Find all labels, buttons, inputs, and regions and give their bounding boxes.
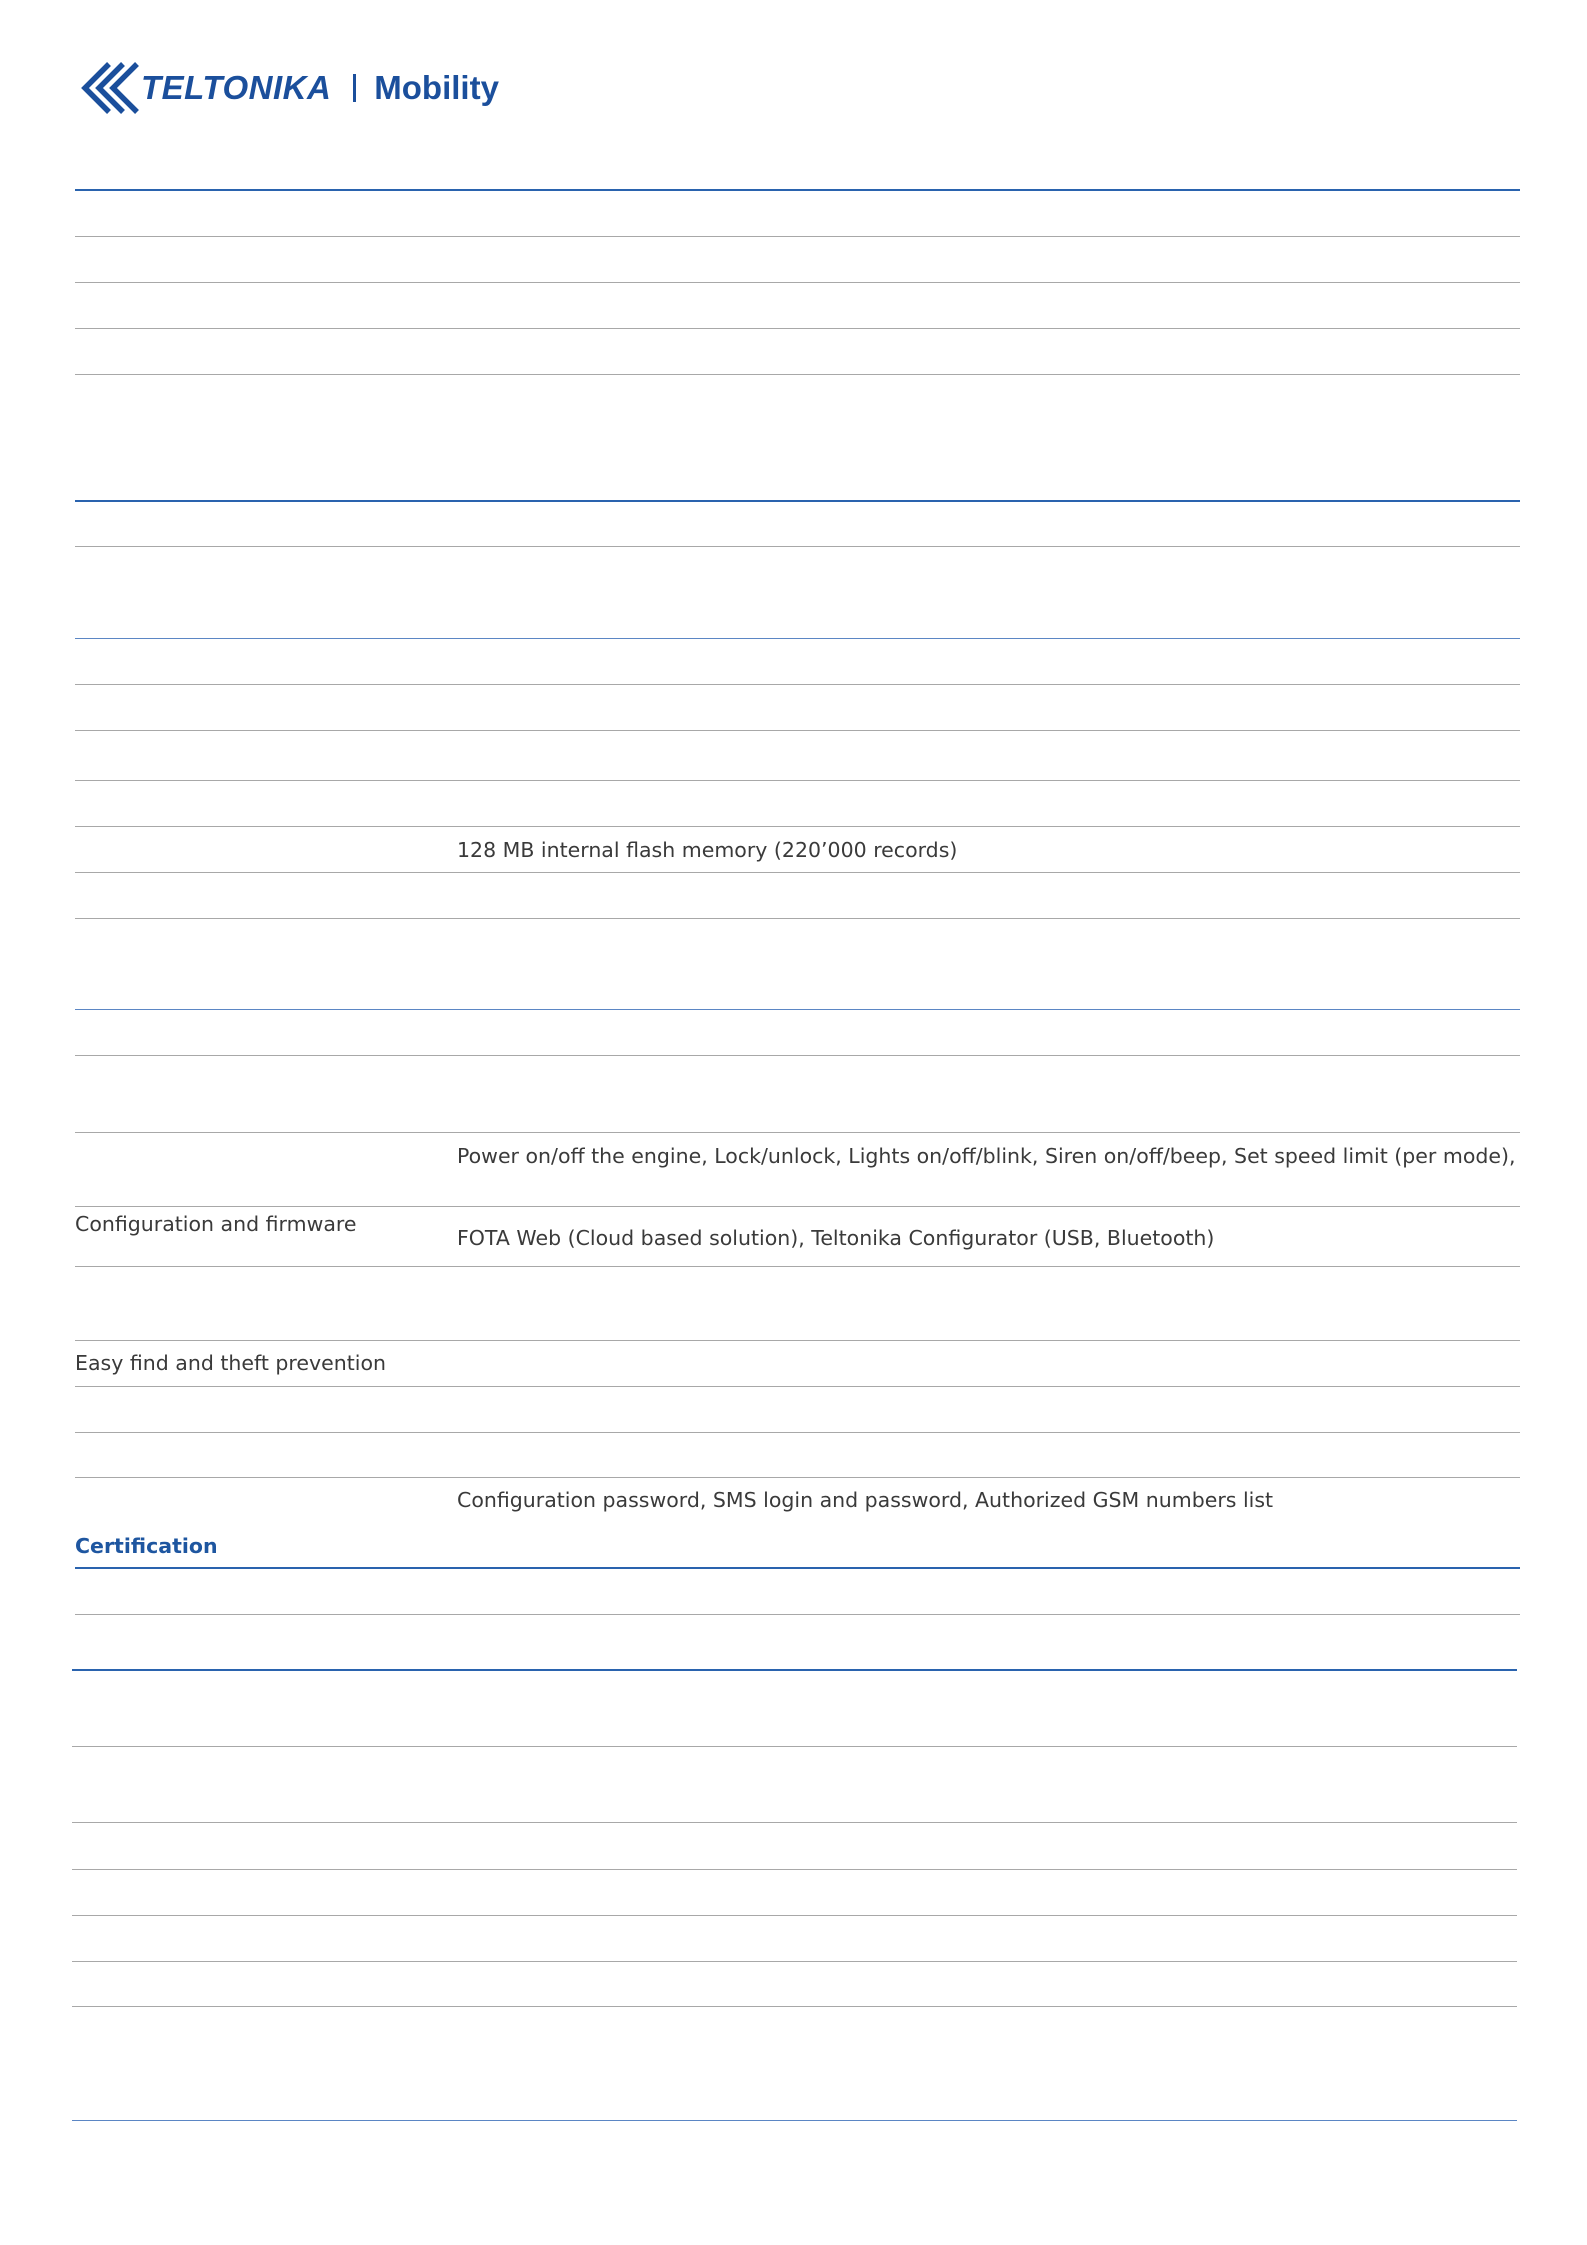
section-rule: [75, 1009, 1520, 1010]
logo-wordmark: TELTONIKA: [141, 69, 332, 106]
row-divider: [75, 1477, 1520, 1478]
row-divider: [75, 780, 1520, 781]
row-divider: [75, 1266, 1520, 1267]
security-value: Configuration password, SMS login and password, Authorized GSM numbers list: [457, 1488, 1274, 1512]
logo-division-name: Mobility: [374, 69, 499, 106]
row-divider: [72, 1746, 1517, 1747]
row-divider: [75, 1432, 1520, 1433]
section-rule: [75, 1567, 1520, 1569]
section-rule: [75, 189, 1520, 191]
row-divider: [75, 918, 1520, 919]
certification-heading: Certification: [75, 1534, 218, 1558]
logo-divider: [353, 74, 356, 102]
row-divider: [72, 1915, 1517, 1916]
row-divider: [75, 236, 1520, 237]
row-divider: [72, 2006, 1517, 2007]
row-divider: [72, 1961, 1517, 1962]
row-divider: [72, 1822, 1517, 1823]
row-divider: [75, 730, 1520, 731]
row-divider: [75, 1386, 1520, 1387]
section-rule: [72, 2120, 1517, 2121]
section-rule: [75, 638, 1520, 639]
row-divider: [75, 374, 1520, 375]
row-divider: [75, 1055, 1520, 1056]
brand-logo: [75, 58, 499, 118]
remote-commands-value: Power on/off the engine, Lock/unlock, Lights on/off/blink, Siren on/off/beep, Set speed limit (per mode),: [457, 1144, 1516, 1168]
config-firmware-value: FOTA Web (Cloud based solution), Teltonika Configurator (USB, Bluetooth): [457, 1226, 1215, 1250]
row-divider: [75, 1614, 1520, 1615]
teltonika-logo-icon: [75, 58, 141, 118]
row-divider: [72, 1869, 1517, 1870]
section-rule: [72, 1669, 1517, 1671]
easy-find-label: Easy find and theft prevention: [75, 1351, 387, 1375]
flash-memory-value: 128 MB internal flash memory (220’000 records): [457, 838, 958, 862]
row-divider: [75, 826, 1520, 827]
row-divider: [75, 1132, 1520, 1133]
row-divider: [75, 282, 1520, 283]
row-divider: [75, 1206, 1520, 1207]
row-divider: [75, 872, 1520, 873]
config-firmware-label: Configuration and firmware: [75, 1212, 357, 1236]
row-divider: [75, 328, 1520, 329]
section-rule: [75, 500, 1520, 502]
row-divider: [75, 684, 1520, 685]
row-divider: [75, 1340, 1520, 1341]
row-divider: [75, 546, 1520, 547]
